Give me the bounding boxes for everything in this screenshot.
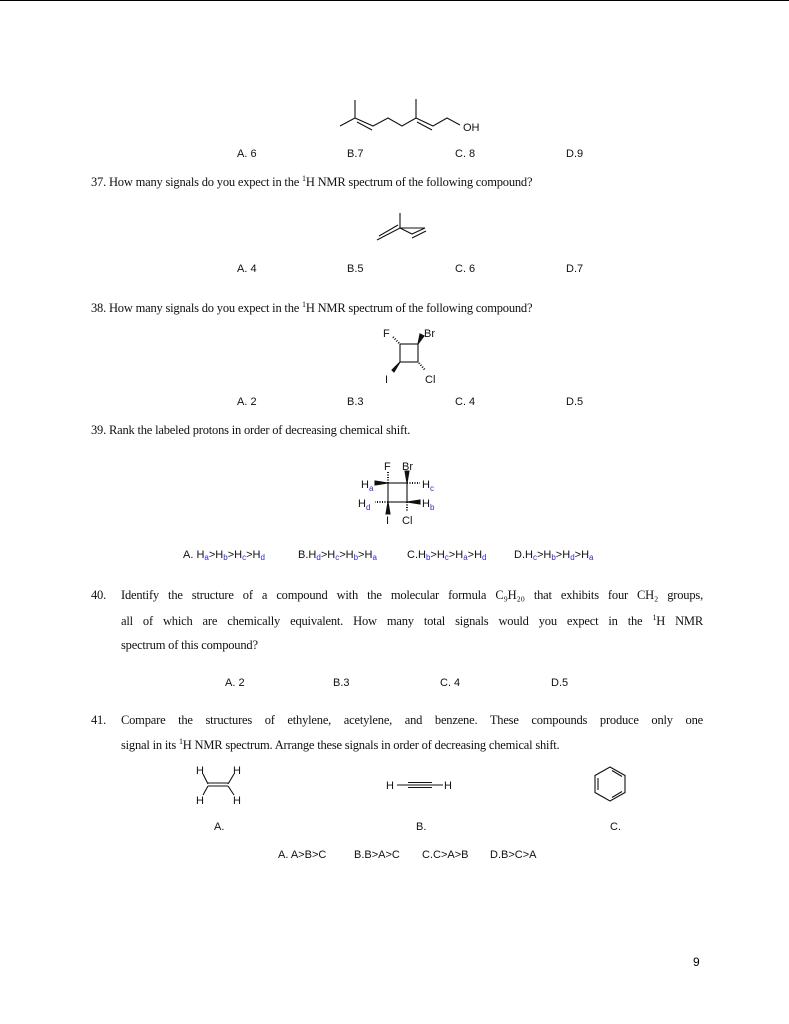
hydrogen-label: H — [386, 780, 394, 792]
q36-option-b[interactable]: B.7 — [347, 148, 364, 160]
structure-label-c: C. — [610, 821, 621, 833]
question-text: H NMR spectrum of the following compound? — [305, 175, 533, 190]
option-prefix: C. — [407, 549, 418, 561]
proton-d-label: H — [358, 498, 366, 510]
q40-option-c[interactable]: C. 4 — [440, 677, 461, 689]
question-text: Rank the labeled protons in order of decreasing chemical shift. — [108, 423, 411, 437]
q39-structure — [358, 461, 435, 527]
iodine-label: I — [385, 374, 389, 386]
question-40-line-1: Identify the structure of a compound with the molecular formula C₉H₂₀ that exhibits four CH₂ groups, — [121, 588, 703, 602]
proton-symbol: H — [418, 549, 426, 561]
question-number: 40. — [91, 588, 107, 602]
hydrogen-label: H — [196, 795, 204, 807]
question-number: 41. — [91, 713, 107, 727]
superscript: 1 — [652, 613, 657, 622]
question-38 — [91, 300, 532, 316]
proton-subscript: c — [335, 553, 340, 562]
proton-symbol: H — [345, 549, 354, 561]
q38-option-b[interactable]: B.3 — [347, 396, 364, 408]
q41-option-a[interactable]: A. A>B>C — [278, 849, 327, 861]
question-text: How many signals do you expect in the — [108, 301, 303, 316]
hydrogen-label: H — [233, 765, 241, 777]
q38-structure — [383, 328, 435, 386]
question-40-line-2 — [121, 613, 703, 629]
question-text: H NMR spectrum of the following compound? — [305, 301, 533, 316]
proton-subscript: c — [444, 553, 449, 562]
proton-subscript: b — [425, 553, 431, 562]
q37-option-d[interactable]: D.7 — [566, 263, 584, 275]
ethylene-structure — [196, 765, 241, 807]
proton-symbol: H — [543, 549, 552, 561]
proton-c-subscript: c — [430, 484, 434, 493]
option-prefix: D. — [514, 549, 525, 561]
proton-symbol: H — [252, 549, 261, 561]
proton-a-subscript: a — [369, 484, 374, 493]
question-number: 38. — [91, 301, 107, 316]
proton-symbol: H — [327, 549, 336, 561]
bromine-label: Br — [424, 328, 435, 340]
proton-symbol: H — [474, 549, 483, 561]
q40-option-a[interactable]: A. 2 — [225, 677, 245, 689]
superscript: 1 — [178, 737, 183, 746]
proton-subscript: a — [372, 553, 377, 562]
question-text: H NMR — [656, 614, 703, 629]
proton-subscript: a — [463, 553, 468, 562]
structure-label-b: B. — [416, 821, 427, 833]
question-text: How many signals do you expect in the — [108, 175, 303, 190]
question-text: H NMR spectrum. Arrange these signals in order of decreasing chemical shift. — [182, 738, 560, 753]
benzene-structure — [595, 767, 625, 801]
proton-subscript: c — [532, 553, 537, 562]
question-41-line-2 — [121, 737, 703, 753]
question-text: all of which are chemically equivalent. How many total signals would you expect in the — [121, 614, 653, 629]
iodine-label: I — [386, 515, 390, 527]
proton-subscript: d — [482, 553, 487, 562]
question-40-line-3: spectrum of this compound? — [121, 638, 258, 652]
superscript: 1 — [302, 174, 306, 183]
q38-option-a[interactable]: A. 2 — [237, 396, 257, 408]
hydrogen-label: H — [233, 795, 241, 807]
structures-layer — [0, 1, 789, 1024]
hydrogen-label: H — [444, 780, 452, 792]
q37-option-c[interactable]: C. 6 — [455, 263, 476, 275]
proton-subscript: b — [551, 553, 556, 562]
oh-label: OH — [463, 122, 480, 134]
question-41-line-1: Compare the structures of ethylene, acetylene, and benzene. These compounds produce only one — [121, 713, 703, 727]
geraniol-structure — [340, 99, 480, 134]
q39-option-b[interactable]: B.Hd>Hc>Hb>Ha — [298, 549, 377, 562]
q41-option-d[interactable]: D.B>C>A — [490, 849, 537, 861]
q39-option-a[interactable]: A. Ha>Hb>Hc>Hd — [183, 549, 265, 562]
q40-option-d[interactable]: D.5 — [551, 677, 569, 689]
q40-option-b[interactable]: B.3 — [333, 677, 350, 689]
proton-subscript: d — [316, 553, 321, 562]
q36-option-c[interactable]: C. 8 — [455, 148, 476, 160]
q38-option-d[interactable]: D.5 — [566, 396, 584, 408]
proton-symbol: H — [215, 549, 224, 561]
option-prefix: B. — [298, 549, 309, 561]
hydrogen-label: H — [196, 765, 204, 777]
question-number: 37. — [91, 175, 107, 190]
q37-option-a[interactable]: A. 4 — [237, 263, 257, 275]
proton-b-label: H — [422, 498, 430, 510]
proton-c-label: H — [422, 479, 430, 491]
chlorine-label: Cl — [402, 515, 413, 527]
q38-option-c[interactable]: C. 4 — [455, 396, 476, 408]
question-number: 39. — [91, 423, 107, 437]
proton-subscript: a — [204, 553, 209, 562]
proton-symbol: H — [364, 549, 373, 561]
question-37 — [91, 174, 532, 190]
page-number: 9 — [693, 955, 700, 969]
structure-label-a: A. — [214, 821, 225, 833]
q39-option-d[interactable]: D.Hc>Hb>Hd>Ha — [514, 549, 594, 562]
bromine-label: Br — [402, 461, 413, 473]
option-prefix: A. — [183, 549, 197, 561]
proton-symbol: H — [562, 549, 571, 561]
q37-option-b[interactable]: B.5 — [347, 263, 364, 275]
q39-option-c[interactable]: C.Hb>Hc>Ha>Hd — [407, 549, 487, 562]
proton-subscript: b — [223, 553, 228, 562]
fluorine-label: F — [384, 461, 391, 473]
proton-symbol: H — [308, 549, 317, 561]
proton-subscript: d — [570, 553, 575, 562]
superscript: 1 — [302, 300, 306, 309]
q37-structure — [377, 213, 426, 240]
question-text: signal in its — [121, 738, 179, 753]
acetylene-structure — [386, 780, 452, 792]
proton-b-subscript: b — [430, 503, 435, 512]
proton-symbol: H — [525, 549, 533, 561]
proton-symbol: H — [455, 549, 464, 561]
proton-symbol: H — [234, 549, 243, 561]
question-39 — [91, 423, 410, 438]
proton-symbol: H — [196, 549, 205, 561]
chlorine-label: Cl — [425, 374, 436, 386]
proton-subscript: c — [242, 553, 247, 562]
proton-subscript: a — [589, 553, 594, 562]
proton-symbol: H — [436, 549, 445, 561]
q36-option-a[interactable]: A. 6 — [237, 148, 257, 160]
q41-option-c[interactable]: C.C>A>B — [422, 849, 469, 861]
proton-subscript: b — [353, 553, 359, 562]
q41-option-b[interactable]: B.B>A>C — [354, 849, 400, 861]
q36-option-d[interactable]: D.9 — [566, 148, 584, 160]
proton-a-label: H — [361, 479, 369, 491]
proton-subscript: d — [260, 553, 265, 562]
fluorine-label: F — [383, 328, 390, 340]
proton-symbol: H — [581, 549, 590, 561]
proton-d-subscript: d — [366, 503, 371, 512]
